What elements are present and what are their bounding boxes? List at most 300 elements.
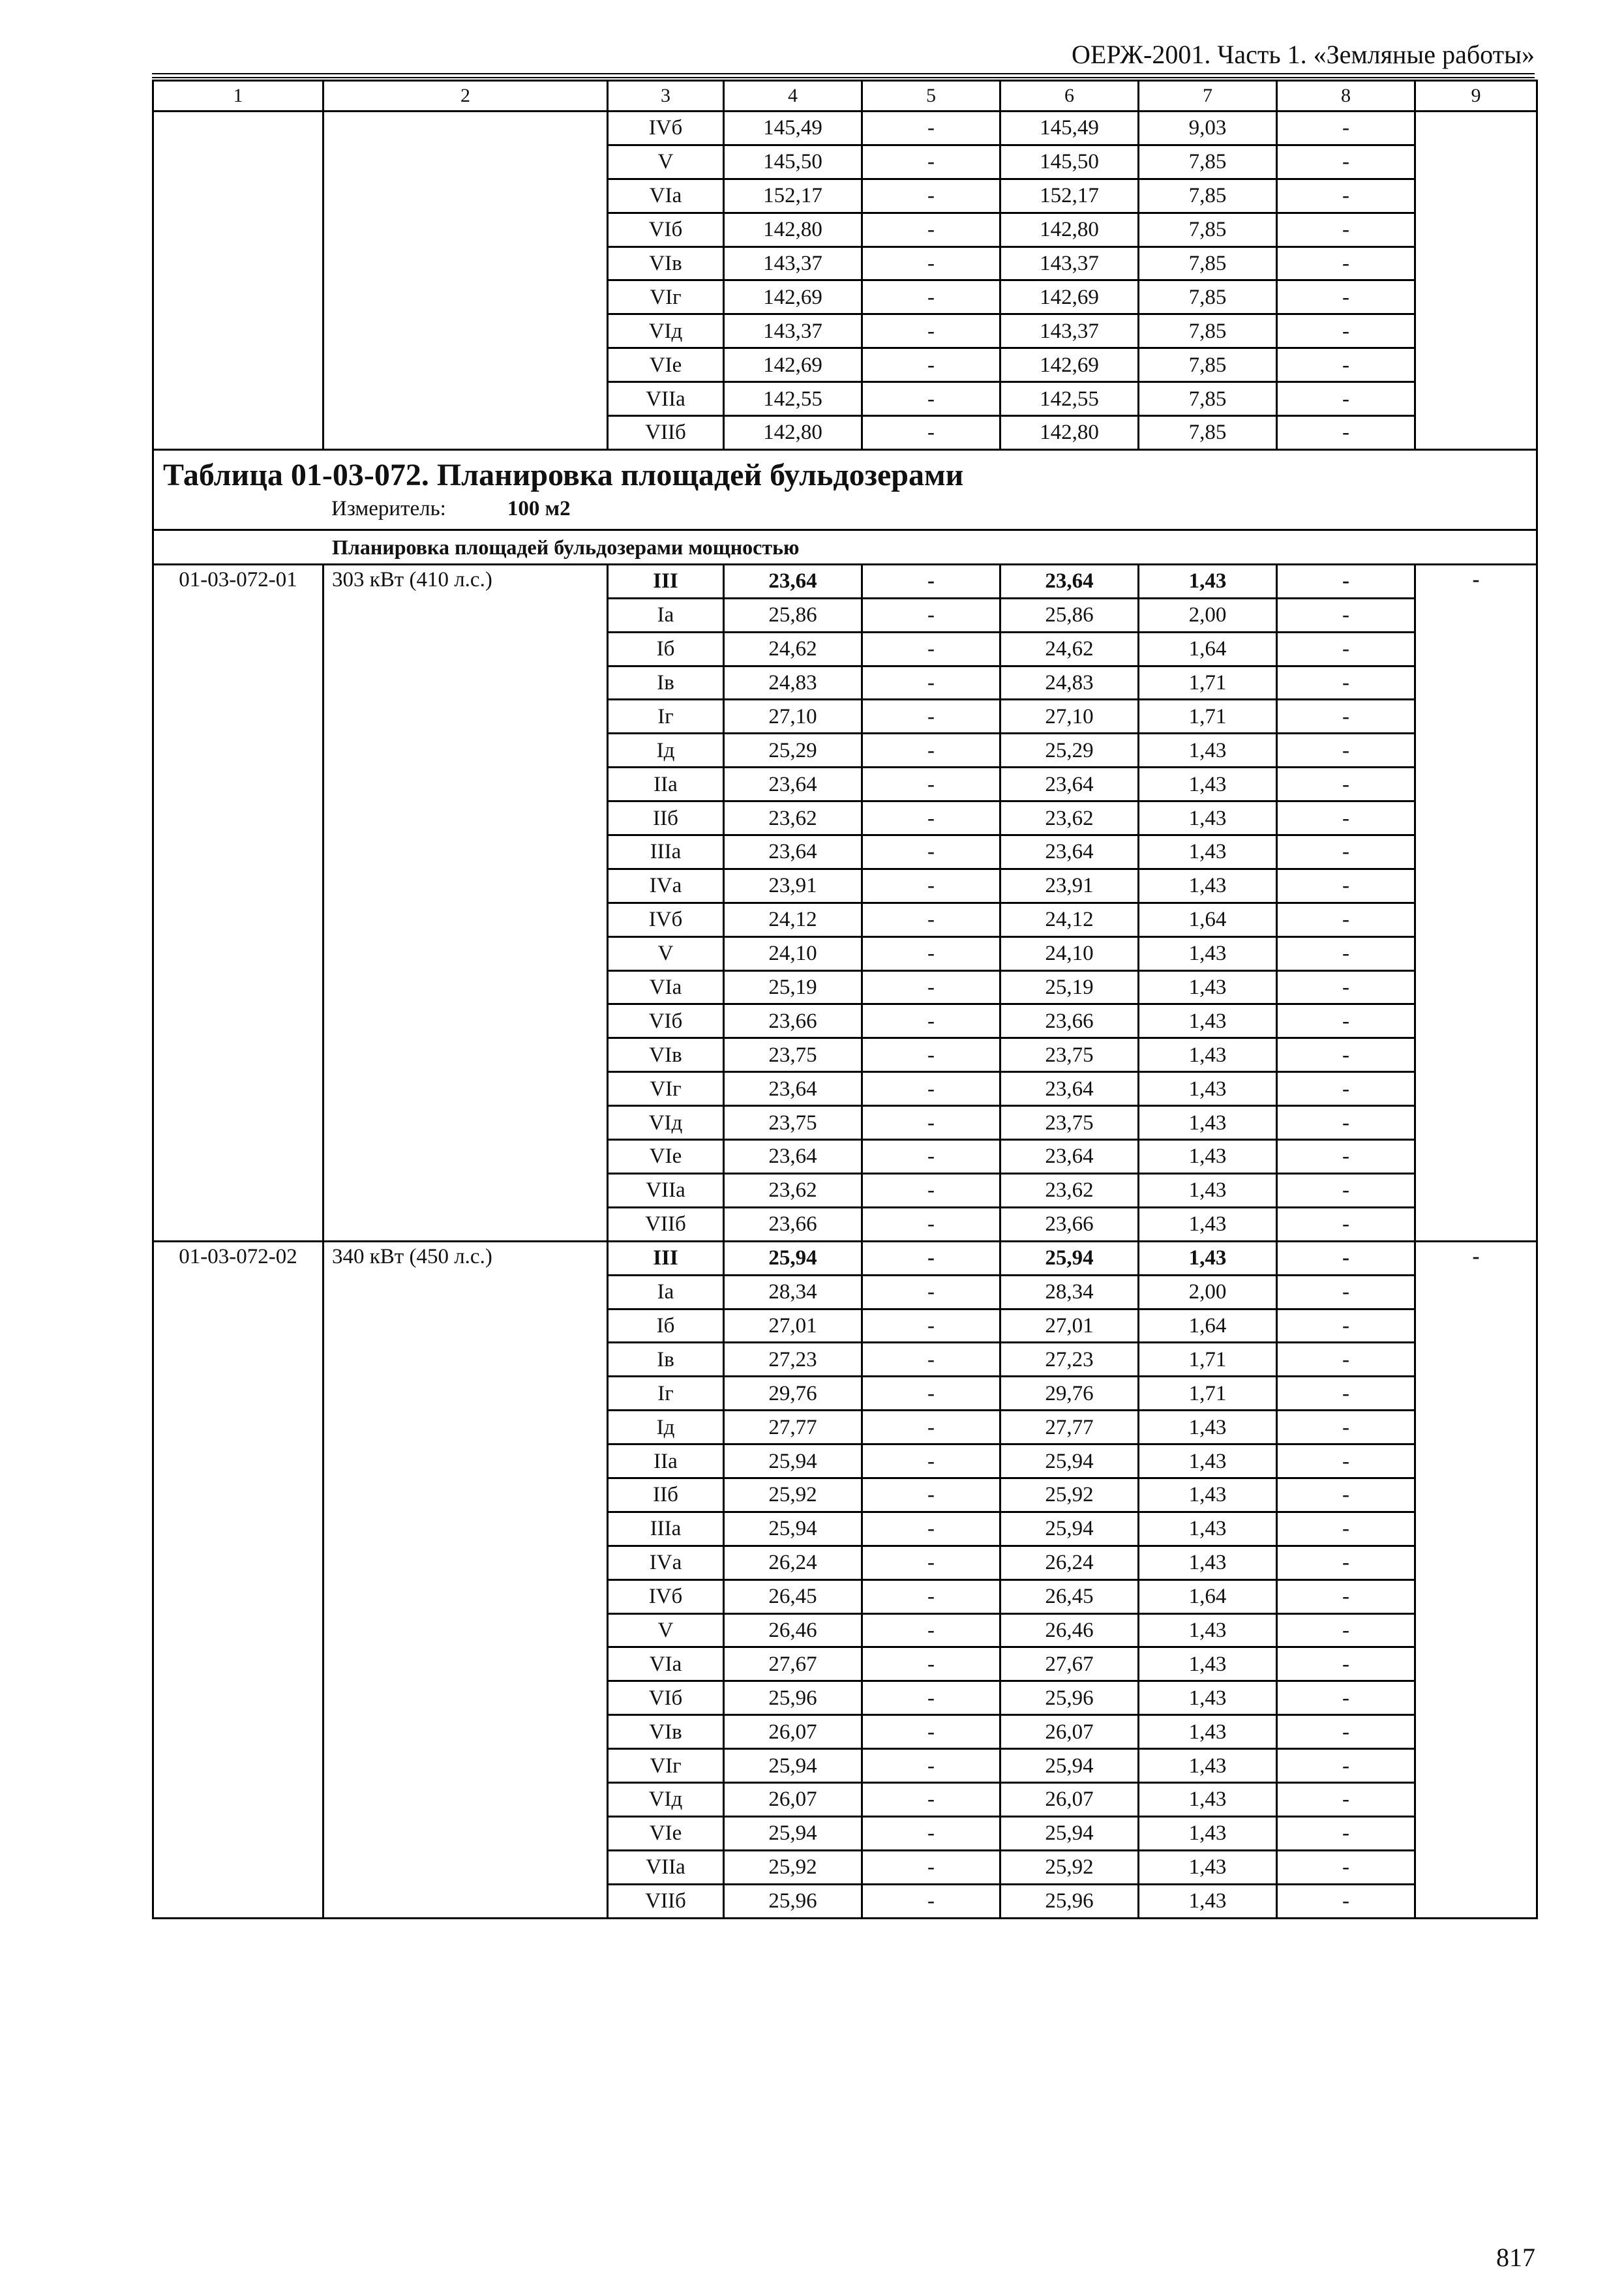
value-cell: 1,43	[1139, 1072, 1277, 1106]
value-cell: -	[1277, 1106, 1415, 1140]
value-cell: -	[1277, 1478, 1415, 1512]
value-cell: -	[1277, 1782, 1415, 1816]
value-cell: 23,91	[1000, 869, 1139, 903]
value-cell: IVб	[608, 1579, 724, 1613]
value-cell: 2,00	[1139, 598, 1277, 632]
value-cell: VIIа	[608, 1173, 724, 1207]
value-cell: 1,43	[1139, 1613, 1277, 1647]
value-cell: 27,01	[1000, 1309, 1139, 1343]
value-cell: -	[1277, 1309, 1415, 1343]
value-cell: VIб	[608, 213, 724, 247]
value-cell: -	[862, 1275, 1000, 1309]
measure-unit: 100 м2	[507, 496, 571, 520]
value-cell: 23,62	[724, 801, 862, 835]
value-cell: 28,34	[724, 1275, 862, 1309]
value-cell: 25,29	[1000, 734, 1139, 768]
value-cell: -	[862, 1309, 1000, 1343]
value-cell: 1,64	[1139, 903, 1277, 936]
value-cell: 25,19	[1000, 970, 1139, 1004]
value-cell: 1,43	[1139, 1782, 1277, 1816]
value-cell: 23,66	[724, 1004, 862, 1038]
column-number: 5	[862, 81, 1000, 112]
value-cell: 7,85	[1139, 416, 1277, 450]
value-cell: 1,43	[1139, 1411, 1277, 1444]
value-cell: -	[862, 314, 1000, 348]
value-cell: 25,86	[724, 598, 862, 632]
table-title-cell	[153, 449, 1537, 530]
value-cell: -	[1277, 1241, 1415, 1275]
value-cell: -	[1277, 1816, 1415, 1850]
value-cell: 7,85	[1139, 145, 1277, 179]
value-cell: 23,75	[724, 1038, 862, 1072]
value-cell: -	[862, 1884, 1000, 1918]
value-cell: 25,96	[1000, 1884, 1139, 1918]
value-cell: -	[1277, 1004, 1415, 1038]
value-cell: 1,43	[1139, 1241, 1277, 1275]
value-cell: 26,24	[724, 1546, 862, 1579]
value-cell: 145,50	[724, 145, 862, 179]
value-cell: 1,43	[1139, 1647, 1277, 1681]
value-cell: 25,94	[724, 1816, 862, 1850]
value-cell: -	[862, 1613, 1000, 1647]
value-cell: -	[1277, 1377, 1415, 1411]
measure-line	[163, 497, 1536, 521]
value-cell: 24,83	[1000, 666, 1139, 700]
value-cell: -	[862, 666, 1000, 700]
value-cell: 25,29	[724, 734, 862, 768]
value-cell: 23,64	[724, 835, 862, 869]
value-cell: -	[862, 1444, 1000, 1478]
value-cell: -	[862, 869, 1000, 903]
value-cell: 27,67	[724, 1647, 862, 1681]
value-cell: -	[862, 179, 1000, 213]
subtitle-row	[153, 530, 1537, 564]
value-cell: -	[862, 1749, 1000, 1783]
value-cell: -	[1277, 1749, 1415, 1783]
value-cell: -	[1277, 1275, 1415, 1309]
value-cell: 1,43	[1139, 1106, 1277, 1140]
value-cell: 23,64	[724, 1140, 862, 1174]
value-cell: -	[862, 145, 1000, 179]
value-cell: 1,71	[1139, 1343, 1277, 1377]
value-cell: 27,01	[724, 1309, 862, 1343]
value-cell: -	[862, 936, 1000, 970]
value-cell: -	[1277, 416, 1415, 450]
value-cell: -	[862, 1816, 1000, 1850]
value-cell: 26,24	[1000, 1546, 1139, 1579]
value-cell: 1,43	[1139, 1749, 1277, 1783]
value-cell: IIб	[608, 1478, 724, 1512]
value-cell: VIв	[608, 1715, 724, 1749]
value-cell: -	[862, 1411, 1000, 1444]
value-cell: -	[862, 1850, 1000, 1884]
value-cell: 1,43	[1139, 734, 1277, 768]
value-cell: 23,62	[724, 1173, 862, 1207]
value-cell: -	[862, 1173, 1000, 1207]
value-cell: 145,49	[1000, 112, 1139, 145]
value-cell: -	[862, 970, 1000, 1004]
value-cell: Iг	[608, 1377, 724, 1411]
column-number: 7	[1139, 81, 1277, 112]
value-cell: 24,83	[724, 666, 862, 700]
value-cell: 23,64	[1000, 768, 1139, 801]
code-cell-empty	[153, 112, 323, 450]
value-cell: 7,85	[1139, 247, 1277, 280]
value-cell: Iа	[608, 1275, 724, 1309]
column-number: 2	[323, 81, 608, 112]
value-cell: -	[1277, 598, 1415, 632]
value-cell: -	[862, 348, 1000, 382]
item-description: 340 кВт (450 л.с.)	[323, 1241, 608, 1918]
value-cell: 24,62	[724, 632, 862, 666]
value-cell: -	[1277, 1715, 1415, 1749]
value-cell: -	[862, 835, 1000, 869]
value-cell: 1,43	[1139, 835, 1277, 869]
value-cell: 7,85	[1139, 213, 1277, 247]
value-cell: VIа	[608, 179, 724, 213]
value-cell: 1,43	[1139, 1140, 1277, 1174]
value-cell: -	[862, 564, 1000, 598]
value-cell: -	[862, 1782, 1000, 1816]
value-cell: 25,94	[724, 1444, 862, 1478]
value-cell: VIв	[608, 247, 724, 280]
value-cell: -	[1277, 1343, 1415, 1377]
value-cell: IIIа	[608, 835, 724, 869]
value-cell: -	[862, 416, 1000, 450]
value-cell: 1,71	[1139, 700, 1277, 734]
value-cell: -	[862, 1343, 1000, 1377]
value-cell: -	[862, 112, 1000, 145]
value-cell: 25,96	[724, 1884, 862, 1918]
value-cell: -	[862, 768, 1000, 801]
value-cell: V	[608, 936, 724, 970]
value-cell: IIIа	[608, 1512, 724, 1546]
value-cell: -	[1277, 700, 1415, 734]
value-cell: 142,69	[1000, 280, 1139, 314]
value-cell: VIе	[608, 348, 724, 382]
value-cell: Iб	[608, 632, 724, 666]
value-cell: 24,10	[724, 936, 862, 970]
value-cell: 143,37	[1000, 314, 1139, 348]
value-cell: IVб	[608, 903, 724, 936]
value-cell: Iб	[608, 1309, 724, 1343]
column-number-row	[153, 81, 1537, 112]
subtitle: Планировка площадей бульдозерами мощностью	[153, 530, 1537, 564]
measure-label: Измеритель:	[331, 496, 446, 520]
value-cell: VIIб	[608, 1207, 724, 1241]
value-cell: 7,85	[1139, 348, 1277, 382]
value-cell: 27,10	[1000, 700, 1139, 734]
value-cell: 145,50	[1000, 145, 1139, 179]
value-cell: -	[1277, 213, 1415, 247]
value-cell: 25,96	[724, 1681, 862, 1715]
value-cell: 7,85	[1139, 314, 1277, 348]
value-cell: 1,43	[1139, 1816, 1277, 1850]
value-cell: 23,64	[1000, 835, 1139, 869]
value-cell: 1,43	[1139, 1004, 1277, 1038]
value-cell: 25,92	[724, 1850, 862, 1884]
value-cell: -	[862, 1072, 1000, 1106]
column-number: 8	[1277, 81, 1415, 112]
value-cell: 143,37	[724, 247, 862, 280]
value-cell: 145,49	[724, 112, 862, 145]
value-cell: 152,17	[724, 179, 862, 213]
value-cell: V	[608, 1613, 724, 1647]
value-cell: -	[862, 280, 1000, 314]
value-cell: 25,86	[1000, 598, 1139, 632]
column-number: 1	[153, 81, 323, 112]
value-cell: -	[1277, 1444, 1415, 1478]
value-cell: VIв	[608, 1038, 724, 1072]
value-cell: -	[1277, 1613, 1415, 1647]
value-cell: VIг	[608, 280, 724, 314]
value-cell: -	[1277, 1038, 1415, 1072]
value-cell: VIIб	[608, 416, 724, 450]
value-cell: -	[1277, 734, 1415, 768]
value-cell: 23,66	[1000, 1004, 1139, 1038]
value-cell: 23,66	[724, 1207, 862, 1241]
value-cell: -	[1277, 666, 1415, 700]
value-cell: -	[1277, 564, 1415, 598]
value-cell: 25,94	[1000, 1512, 1139, 1546]
value-cell: 1,43	[1139, 1715, 1277, 1749]
value-cell: -	[862, 1038, 1000, 1072]
value-cell: 23,64	[1000, 1140, 1139, 1174]
value-cell: 1,43	[1139, 1173, 1277, 1207]
value-cell: 25,94	[724, 1749, 862, 1783]
value-cell: 26,45	[724, 1579, 862, 1613]
value-cell: 27,77	[724, 1411, 862, 1444]
value-cell: IIа	[608, 1444, 724, 1478]
value-cell: -	[1277, 903, 1415, 936]
value-cell: 25,94	[1000, 1749, 1139, 1783]
value-cell: -	[862, 1106, 1000, 1140]
value-cell: 142,80	[1000, 416, 1139, 450]
table-title: Таблица 01-03-072. Планировка площадей бульдозерами	[163, 457, 964, 492]
value-cell: -	[1277, 382, 1415, 416]
value-cell: 24,10	[1000, 936, 1139, 970]
value-cell: 25,92	[1000, 1850, 1139, 1884]
table-row	[153, 112, 1537, 145]
value-cell: -	[1277, 936, 1415, 970]
value-cell: 142,69	[1000, 348, 1139, 382]
value-cell: -	[1277, 1884, 1415, 1918]
column-number: 4	[724, 81, 862, 112]
value-cell: Iв	[608, 1343, 724, 1377]
value-cell: -	[1277, 1173, 1415, 1207]
item-description: 303 кВт (410 л.с.)	[323, 564, 608, 1241]
value-cell: 1,43	[1139, 1546, 1277, 1579]
value-cell: 25,94	[724, 1241, 862, 1275]
value-cell: 7,85	[1139, 179, 1277, 213]
table-title-row	[153, 449, 1537, 530]
value-cell: -	[1277, 970, 1415, 1004]
value-cell: -	[1277, 1072, 1415, 1106]
value-cell: -	[1277, 835, 1415, 869]
value-cell: -	[1277, 1681, 1415, 1715]
value-cell: 1,64	[1139, 1309, 1277, 1343]
value-cell: 25,96	[1000, 1681, 1139, 1715]
value-cell: Iд	[608, 734, 724, 768]
value-cell: 26,46	[1000, 1613, 1139, 1647]
value-cell: -	[1277, 179, 1415, 213]
value-cell: -	[1277, 869, 1415, 903]
value-cell: 1,43	[1139, 1038, 1277, 1072]
value-cell: 23,64	[1000, 1072, 1139, 1106]
value-cell: -	[1277, 247, 1415, 280]
page-number: 817	[1496, 2243, 1535, 2272]
value-cell: 23,64	[1000, 564, 1139, 598]
value-cell: 143,37	[1000, 247, 1139, 280]
value-cell: 152,17	[1000, 179, 1139, 213]
value-cell: 1,43	[1139, 1478, 1277, 1512]
value-cell: VIд	[608, 1782, 724, 1816]
value-cell: 1,43	[1139, 869, 1277, 903]
value-cell: -	[862, 700, 1000, 734]
value-cell: 29,76	[1000, 1377, 1139, 1411]
value-cell: 23,64	[724, 768, 862, 801]
value-cell: -	[1277, 112, 1415, 145]
value-cell: 24,12	[1000, 903, 1139, 936]
value-cell: -	[862, 1004, 1000, 1038]
value-cell: IVб	[608, 112, 724, 145]
value-cell: -	[1277, 280, 1415, 314]
value-cell: Iа	[608, 598, 724, 632]
value-cell: 23,75	[1000, 1106, 1139, 1140]
value-cell: 25,92	[1000, 1478, 1139, 1512]
value-cell: 25,19	[724, 970, 862, 1004]
value-cell: -	[1277, 1207, 1415, 1241]
value-cell: -	[862, 247, 1000, 280]
value-cell: 25,94	[724, 1512, 862, 1546]
column-number: 9	[1415, 81, 1537, 112]
value-cell: VIг	[608, 1749, 724, 1783]
value-cell: -	[1277, 1411, 1415, 1444]
value-cell: IVа	[608, 869, 724, 903]
value-cell: VIа	[608, 970, 724, 1004]
value-cell: 1,43	[1139, 1444, 1277, 1478]
value-cell: -	[862, 1377, 1000, 1411]
value-cell: 1,43	[1139, 1207, 1277, 1241]
col9-cell: -	[1415, 1241, 1537, 1918]
value-cell: 26,07	[724, 1715, 862, 1749]
value-cell: -	[1277, 801, 1415, 835]
value-cell: 26,45	[1000, 1579, 1139, 1613]
value-cell: VIIб	[608, 1884, 724, 1918]
value-cell: 23,62	[1000, 801, 1139, 835]
value-cell: 1,43	[1139, 1850, 1277, 1884]
value-cell: -	[1277, 1850, 1415, 1884]
value-cell: 1,43	[1139, 1681, 1277, 1715]
value-cell: Iв	[608, 666, 724, 700]
value-cell: 28,34	[1000, 1275, 1139, 1309]
value-cell: VIIа	[608, 1850, 724, 1884]
header-rule-thin	[152, 77, 1535, 78]
value-cell: 142,69	[724, 348, 862, 382]
value-cell: -	[862, 1647, 1000, 1681]
value-cell: 7,85	[1139, 280, 1277, 314]
value-cell: -	[862, 1140, 1000, 1174]
value-cell: -	[1277, 632, 1415, 666]
value-cell: 27,23	[1000, 1343, 1139, 1377]
value-cell: -	[862, 213, 1000, 247]
value-cell: 142,55	[724, 382, 862, 416]
value-cell: 142,80	[724, 213, 862, 247]
value-cell: 27,23	[724, 1343, 862, 1377]
value-cell: -	[1277, 314, 1415, 348]
value-cell: 1,43	[1139, 564, 1277, 598]
value-cell: 26,46	[724, 1613, 862, 1647]
value-cell: 27,67	[1000, 1647, 1139, 1681]
value-cell: -	[1277, 145, 1415, 179]
value-cell: 29,76	[724, 1377, 862, 1411]
value-cell: 1,43	[1139, 970, 1277, 1004]
running-header: ОЕРЖ-2001. Часть 1. «Земляные работы»	[1072, 40, 1535, 69]
value-cell: 142,80	[1000, 213, 1139, 247]
value-cell: VIд	[608, 314, 724, 348]
value-cell: -	[862, 1512, 1000, 1546]
value-cell: VIб	[608, 1681, 724, 1715]
column-number: 6	[1000, 81, 1139, 112]
value-cell: VIе	[608, 1816, 724, 1850]
desc-cell-empty	[323, 112, 608, 450]
value-cell: 1,64	[1139, 1579, 1277, 1613]
group-header-row	[153, 1241, 1537, 1275]
value-cell: -	[862, 1478, 1000, 1512]
value-cell: 27,10	[724, 700, 862, 734]
value-cell: V	[608, 145, 724, 179]
value-cell: VIIа	[608, 382, 724, 416]
value-cell: 26,07	[1000, 1715, 1139, 1749]
value-cell: 25,94	[1000, 1816, 1139, 1850]
value-cell: -	[1277, 768, 1415, 801]
value-cell: -	[862, 801, 1000, 835]
value-cell: Iг	[608, 700, 724, 734]
group-header-row	[153, 564, 1537, 598]
value-cell: 143,37	[724, 314, 862, 348]
header-rule	[152, 73, 1535, 74]
value-cell: 1,64	[1139, 632, 1277, 666]
value-cell: 1,43	[1139, 1884, 1277, 1918]
value-cell: Iд	[608, 1411, 724, 1444]
value-cell: 2,00	[1139, 1275, 1277, 1309]
value-cell: 1,43	[1139, 801, 1277, 835]
value-cell: 25,94	[1000, 1241, 1139, 1275]
col9-cell-empty	[1415, 112, 1537, 450]
value-cell: 1,43	[1139, 936, 1277, 970]
price-table	[152, 80, 1538, 1919]
value-cell: -	[862, 1207, 1000, 1241]
value-cell: 27,77	[1000, 1411, 1139, 1444]
value-cell: -	[862, 1681, 1000, 1715]
value-cell: IIа	[608, 768, 724, 801]
value-cell: -	[862, 1546, 1000, 1579]
value-cell: 7,85	[1139, 382, 1277, 416]
value-cell: 23,91	[724, 869, 862, 903]
value-cell: -	[1277, 1140, 1415, 1174]
value-cell: -	[862, 903, 1000, 936]
value-cell: IVа	[608, 1546, 724, 1579]
value-cell: 142,55	[1000, 382, 1139, 416]
value-cell: 23,75	[1000, 1038, 1139, 1072]
value-cell: -	[862, 734, 1000, 768]
column-number: 3	[608, 81, 724, 112]
value-cell: -	[862, 1715, 1000, 1749]
value-cell: 23,64	[724, 564, 862, 598]
value-cell: 24,62	[1000, 632, 1139, 666]
value-cell: 1,71	[1139, 1377, 1277, 1411]
value-cell: -	[1277, 348, 1415, 382]
